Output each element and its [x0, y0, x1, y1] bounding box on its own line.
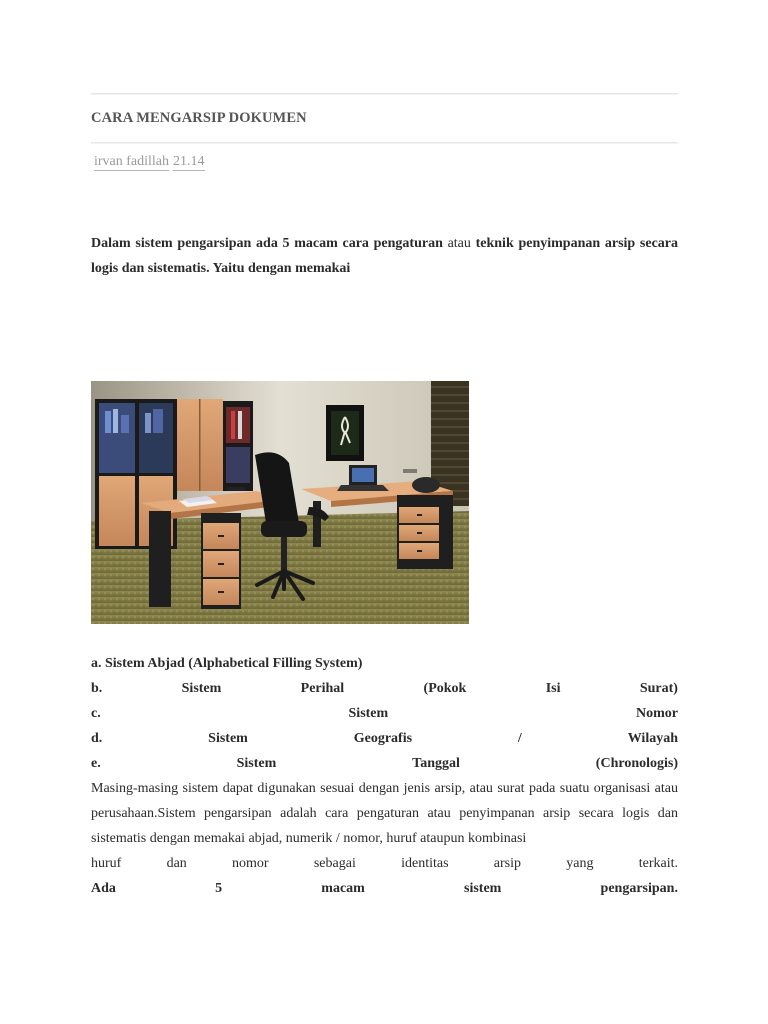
- paragraph-word: nomor: [232, 856, 269, 871]
- list-item-b: [91, 676, 678, 701]
- title-top-divider: [91, 93, 678, 95]
- closing-word: Ada: [91, 881, 116, 896]
- paragraph-word: arsip: [493, 856, 521, 871]
- list-word: Wilayah: [627, 731, 678, 746]
- list-word: /: [517, 731, 522, 746]
- body-paragraph-last-line: [91, 851, 678, 876]
- closing-word: pengarsipan.: [600, 881, 678, 896]
- list-word: Sistem: [181, 681, 222, 696]
- post-meta: [94, 154, 205, 170]
- list-word: Nomor: [635, 706, 678, 721]
- paragraph-word: yang: [566, 856, 594, 871]
- closing-word: sistem: [464, 881, 502, 896]
- title-bottom-divider: [91, 142, 678, 144]
- timestamp-link[interactable]: 21.14: [173, 154, 205, 169]
- closing-word: macam: [321, 881, 365, 896]
- list-word: Sistem: [236, 756, 277, 771]
- list-word: Sistem: [348, 706, 389, 721]
- list-item-a-text: a. Sistem Abjad (Alphabetical Filling System): [91, 656, 363, 671]
- paragraph-word: huruf: [91, 856, 122, 871]
- list-item-e: [91, 751, 678, 776]
- closing-word: 5: [215, 881, 223, 896]
- paragraph-word: identitas: [401, 856, 449, 871]
- list-word: Sistem: [208, 731, 248, 746]
- list-word: Tanggal: [412, 756, 460, 771]
- list-item-d: [91, 726, 678, 751]
- list-word: (Pokok: [423, 681, 467, 696]
- list-word: Surat): [639, 681, 678, 696]
- intro-plain: atau: [442, 236, 476, 251]
- list-word: Perihal: [300, 681, 345, 696]
- closing-line: [91, 876, 678, 901]
- intro-bold-2: teknik penyimpanan arsip secara logis dan sistematis. Yaitu dengan memakai: [91, 236, 678, 276]
- paragraph-word: sebagai: [313, 856, 356, 871]
- list-item-a: [91, 651, 678, 676]
- intro-paragraph: [91, 231, 678, 281]
- paragraph-word: dan: [166, 856, 187, 871]
- body-paragraph: Masing-masing sistem dapat digunakan sesuai dengan jenis arsip, atau surat pada suatu organisasi atau perusahaan.Sistem pengarsipan adalah cara pengaturan atau penyimpanan arsip secara logis dan sistematis dengan memakai abjad, numerik / nomor, huruf ataupun kombinasi: [91, 781, 678, 846]
- author-link[interactable]: irvan fadillah: [94, 154, 170, 169]
- list-word: d.: [91, 731, 103, 746]
- list-word: Geografis: [353, 731, 413, 746]
- intro-bold-1: Dalam sistem pengarsipan ada 5 macam cara pengaturan: [91, 236, 443, 251]
- post-title: CARA MENGARSIP DOKUMEN: [91, 110, 307, 126]
- list-word: e.: [91, 756, 101, 771]
- list-word: b.: [91, 681, 103, 696]
- list-word: c.: [91, 706, 101, 721]
- list-word: Isi: [545, 681, 561, 696]
- body-content: [91, 651, 678, 901]
- list-word: (Chronologis): [595, 756, 678, 771]
- office-furniture-photo: [91, 381, 469, 624]
- list-item-c: [91, 701, 678, 726]
- paragraph-word: terkait.: [638, 856, 678, 871]
